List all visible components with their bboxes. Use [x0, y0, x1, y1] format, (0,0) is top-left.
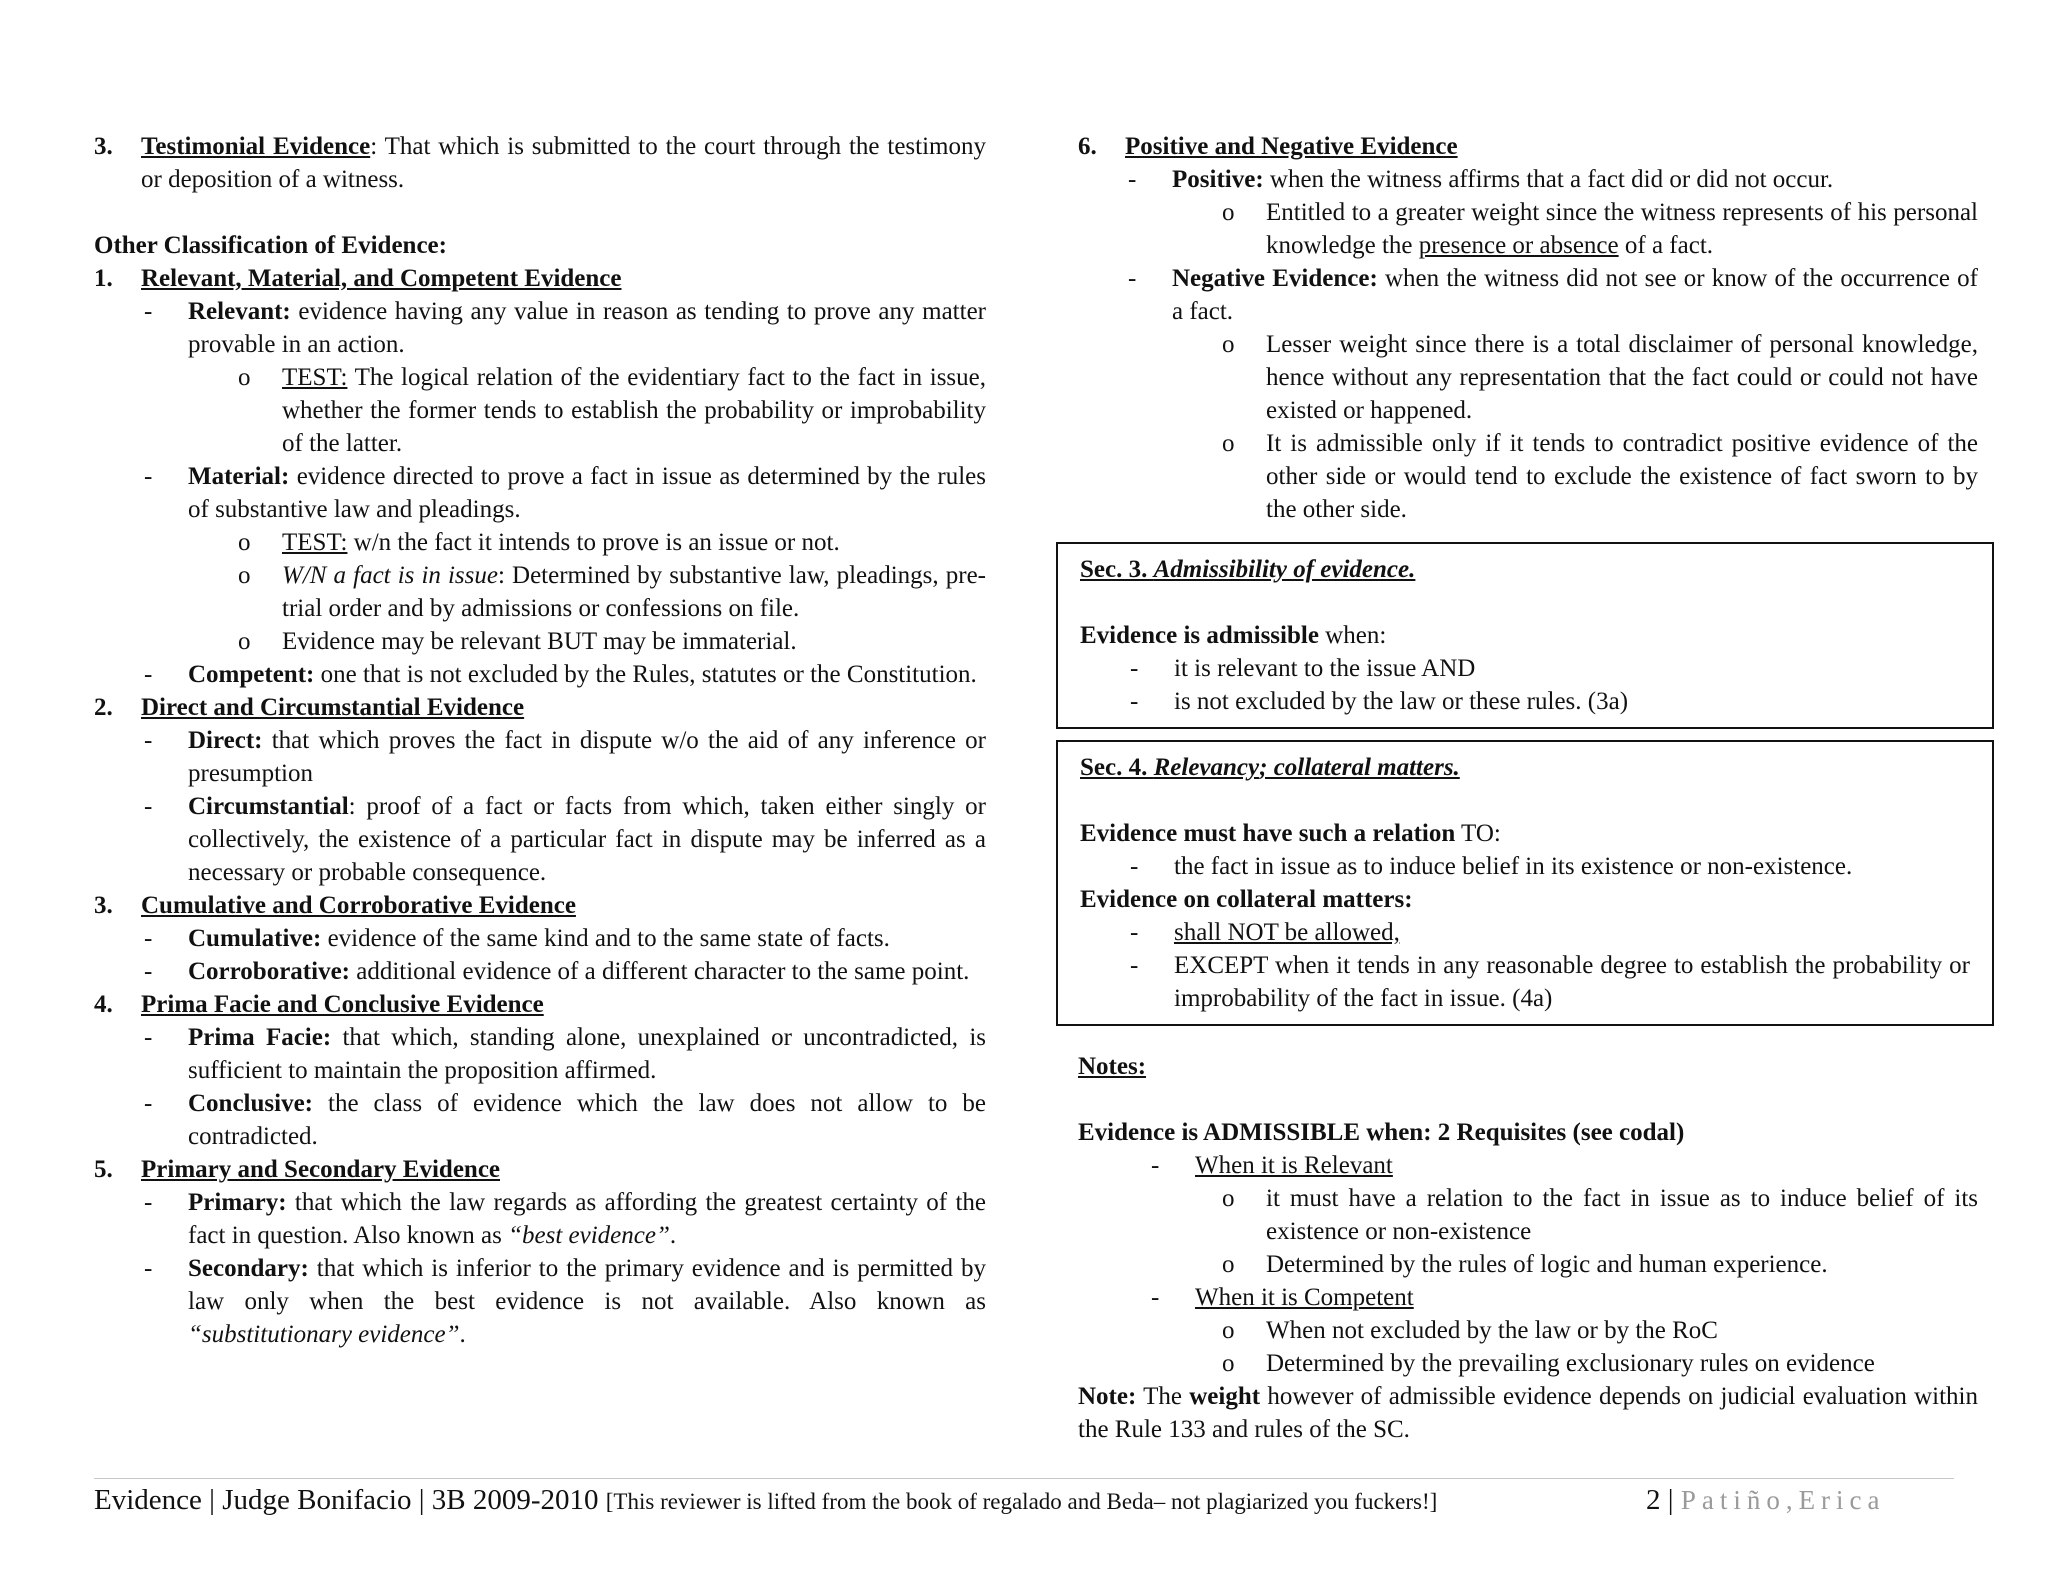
sec4-lead: Evidence must have such a relation TO: [1080, 820, 1501, 847]
footer-course: Evidence | Judge Bonifacio | 3B 2009-2010 [94, 1484, 606, 1516]
prima-facie-item: - Prima Facie: that which, standing alone, unexplained or uncontradicted, is sufficient to maintain the proposition affirmed. [144, 1024, 987, 1084]
footer [94, 1482, 1954, 1518]
corroborative-item: - Corroborative: additional evidence of a different character to the same point. [144, 958, 970, 985]
cumulative-item: - Cumulative: evidence of the same kind and to the same state of facts. [144, 925, 890, 952]
collateral-heading: Evidence on collateral matters: [1080, 886, 1413, 913]
item-testimonial-evidence: 3. Testimonial Evidence: That which is submitted to the court through the testimony or deposition of a witness. [94, 133, 986, 193]
page-number: 2 [1646, 1484, 1661, 1516]
competent-item: - Competent: one that is not excluded by the Rules, statutes or the Constitution. [144, 661, 977, 688]
footer-rule [94, 1478, 1954, 1479]
sec3-lead: Evidence is admissible when: [1080, 622, 1387, 649]
classification-1: 1. Relevant, Material, and Competent Evidence [94, 265, 622, 292]
other-classification-heading: Other Classification of Evidence: [94, 232, 447, 259]
primary-item: - Primary: that which the law regards as affording the greatest certainty of the fact in question. Also known as “best evidence”. [144, 1189, 986, 1249]
conclusive-item: - Conclusive: the class of evidence which the law does not allow to be contradicted. [144, 1090, 986, 1150]
negative-sub-2: o It is admissible only if it tends to contradict positive evidence of the other side or would tend to exclude the existence of fact sworn to by the other side. [1222, 430, 1978, 523]
when-competent: - When it is Competent [1151, 1284, 1414, 1311]
when-relevant: - When it is Relevant [1151, 1152, 1393, 1179]
positive-item: - Positive: when the witness affirms that a fact did or did not occur. [1128, 166, 1834, 193]
sec4-item-2: - shall NOT be allowed, [1130, 919, 1400, 946]
sec4-item-3: - EXCEPT when it tends in any reasonable degree to establish the probability or improbability of the fact in issue. (4a) [1130, 952, 1970, 1012]
direct-item: - Direct: that which proves the fact in dispute w/o the aid of any inference or presumption [144, 727, 986, 787]
notes-section [1078, 1050, 1978, 1446]
competent-sub-2: o Determined by the prevailing exclusionary rules on evidence [1222, 1350, 1875, 1377]
positive-sub: o Entitled to a greater weight since the witness represents of his personal knowledge the presence or absence of a fact. [1222, 199, 1978, 259]
right-column [1078, 130, 1978, 526]
negative-item: - Negative Evidence: when the witness did not see or know of the occurrence of a fact. [1128, 265, 1978, 325]
classification-5: 5. Primary and Secondary Evidence [94, 1156, 501, 1183]
sec4-title: Sec. 4. Relevancy; collateral matters. [1080, 754, 1460, 781]
secondary-item: - Secondary: that which is inferior to the primary evidence and is permitted by law only when the best evidence is not available. Also known as “substitutionary evidence”. [144, 1255, 986, 1348]
testimonial-title: Testimonial Evidence [141, 133, 371, 160]
wn-fact-in-issue: o W/N a fact is in issue: Determined by substantive law, pleadings, pre-trial order and by admissions or confessions on file. [238, 562, 986, 622]
admissible-heading: Evidence is ADMISSIBLE when: 2 Requisites (see codal) [1078, 1119, 1685, 1146]
sec3-title: Sec. 3. Admissibility of evidence. [1080, 556, 1416, 583]
weight-note: Note: The weight however of admissible evidence depends on judicial evaluation within the Rule 133 and rules of the SC. [1078, 1383, 1978, 1443]
relevant-sub-2: o Determined by the rules of logic and human experience. [1222, 1251, 1828, 1278]
relevant-item: - Relevant: evidence having any value in reason as tending to prove any matter provable in an action. [144, 298, 986, 358]
classification-4: 4. Prima Facie and Conclusive Evidence [94, 991, 544, 1018]
material-item: - Material: evidence directed to prove a fact in issue as determined by the rules of substantive law and pleadings. [144, 463, 986, 523]
sec3-item-2: - is not excluded by the law or these rules. (3a) [1130, 688, 1629, 715]
relevant-test: o TEST: The logical relation of the evidentiary fact to the fact in issue, whether the former tends to establish the probability or improbability of the latter. [238, 364, 986, 457]
sec3-box [1056, 542, 1994, 729]
notes-heading: Notes: [1078, 1053, 1147, 1080]
competent-sub-1: o When not excluded by the law or by the RoC [1222, 1317, 1718, 1344]
sec3-item-1: - it is relevant to the issue AND [1130, 655, 1476, 682]
classification-3: 3. Cumulative and Corroborative Evidence [94, 892, 576, 919]
sec4-item-1: - the fact in issue as to induce belief in its existence or non-existence. [1130, 853, 1853, 880]
page-number-block: 2 | Patiño,Erica [1646, 1484, 1886, 1516]
negative-sub-1: o Lesser weight since there is a total disclaimer of personal knowledge, hence without any representation that the fact could or could not have existed or happened. [1222, 331, 1978, 424]
sec4-box [1056, 740, 1994, 1026]
classification-2: 2. Direct and Circumstantial Evidence [94, 694, 525, 721]
footer-note: [This reviewer is lifted from the book of regalado and Beda– not plagiarized you fuckers!] [605, 1489, 1438, 1514]
footer-author: Patiño,Erica [1680, 1485, 1886, 1515]
left-column [94, 130, 986, 1351]
circumstantial-item: - Circumstantial: proof of a fact or facts from which, taken either singly or collectively, the existence of a particular fact in dispute may be inferred as a necessary or probable consequence. [144, 793, 986, 886]
classification-6: 6. Positive and Negative Evidence [1078, 133, 1458, 160]
relevant-sub-1: o it must have a relation to the fact in issue as to induce belief of its existence or non-existence [1222, 1185, 1978, 1245]
material-test: o TEST: w/n the fact it intends to prove is an issue or not. [238, 529, 840, 556]
immaterial-note: o Evidence may be relevant BUT may be immaterial. [238, 628, 797, 655]
